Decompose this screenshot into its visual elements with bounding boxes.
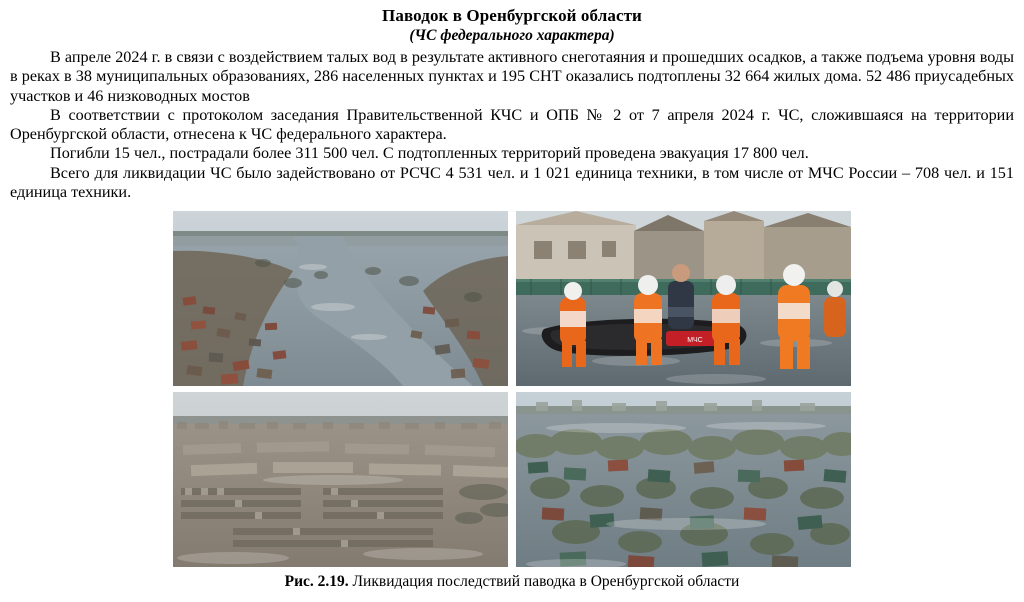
figure-caption xyxy=(0,573,1024,591)
figure-caption-text: Ликвидация последствий паводка в Оренбургской области xyxy=(352,573,740,591)
paragraph-3: Погибли 15 чел., пострадали более 311 500 чел. С подтопленных территорий проведена эвакуация 17 800 чел. xyxy=(50,144,809,163)
figure-block xyxy=(0,211,1024,567)
aerial-flooded-houses-trees-photo xyxy=(516,392,851,567)
rescuers-boat-evacuation-photo xyxy=(516,211,851,386)
rescuers-boat-evacuation-image xyxy=(516,211,851,386)
rescuer-figure-far-right xyxy=(824,281,846,337)
aerial-flooded-city-district-photo xyxy=(173,392,508,567)
body-text xyxy=(10,48,1014,202)
figure-grid xyxy=(173,211,851,567)
aerial-flooded-houses-trees-image xyxy=(516,392,851,567)
aerial-flooded-city-district-image xyxy=(173,392,508,567)
paragraph-1: В апреле 2024 г. в связи с воздействием талых вод в результате активного снеготаяния и прошедших осадков, а также подъема уровня воды в реках в 38 муниципальных образованиях, 286 населенных пунктах и 195 СНТ оказались подтоплены 32 664 жилых дома. 52 486 приусадебных участков и 46 низководных мостов xyxy=(10,48,1014,105)
svg-text:МЧС: МЧС xyxy=(687,337,703,345)
aerial-flooded-village-river-photo xyxy=(173,211,508,386)
aerial-flooded-village-river-image xyxy=(173,211,508,386)
paragraph-2: В соответствии с протоколом заседания Правительственной КЧС и ОПБ № 2 от 7 апреля 2024 г. ЧС, сложившаяся на территории Оренбургской области, отнесена к ЧС федерального характера. xyxy=(10,105,1014,144)
document-page xyxy=(0,6,1024,602)
figure-label: Рис. 2.19. xyxy=(284,573,349,591)
paragraph-4: Всего для ликвидации ЧС было задействовано от РСЧС 4 531 чел. и 1 021 единица техники, в том числе от МЧС России – 708 чел. и 151 единица техники. xyxy=(10,163,1014,201)
page-title: Паводок в Оренбургской области xyxy=(382,6,642,25)
page-subtitle: (ЧС федерального характера) xyxy=(409,27,615,44)
